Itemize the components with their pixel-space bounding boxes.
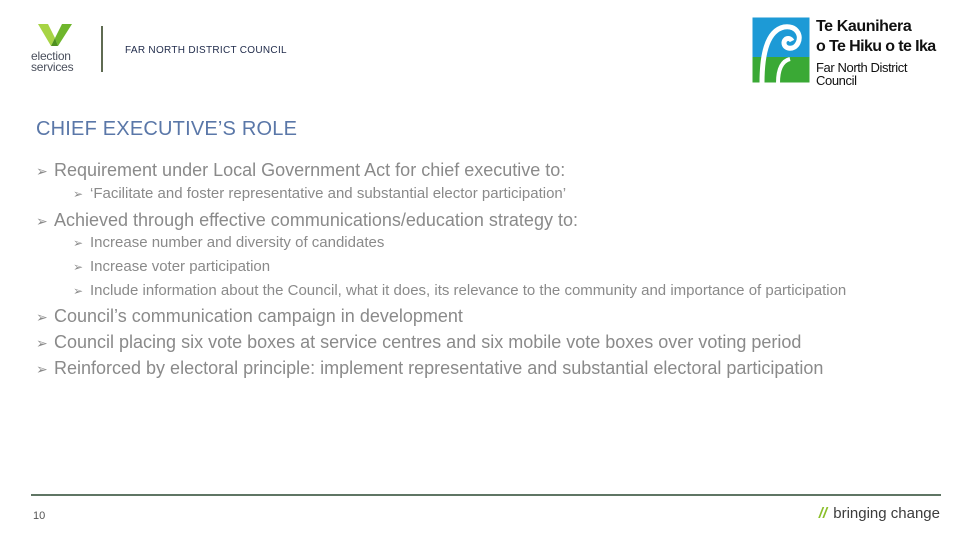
council-logo-line3: Far North District Council [816, 60, 908, 88]
bullet-arrow-icon: ➢ [36, 213, 48, 229]
bullet-text: Requirement under Local Government Act for chief executive to: [54, 160, 566, 180]
bullet-text: Achieved through effective communications/education strategy to: [54, 210, 578, 230]
council-logo-line1: Te Kaunihera [816, 18, 912, 35]
page-number: 10 [33, 510, 46, 522]
bullet-arrow-icon: ➢ [73, 284, 84, 298]
org-name: FAR NORTH DISTRICT COUNCIL [125, 45, 287, 56]
sub-bullet-item [36, 234, 966, 258]
council-logo-line2: o Te Hiku o te Ika [816, 38, 936, 55]
bullet-item [36, 332, 966, 358]
bullet-arrow-icon: ➢ [36, 361, 48, 377]
es-logo-line2: services [31, 60, 74, 74]
bullet-item [36, 358, 966, 384]
bullet-item [36, 306, 966, 332]
bullet-item [36, 160, 966, 185]
bullet-arrow-icon: ➢ [73, 187, 84, 201]
bullet-text: Council placing six vote boxes at service centres and six mobile vote boxes over voting period [54, 332, 802, 352]
es-logo-line1: election [31, 49, 71, 63]
council-wordmark [816, 19, 936, 87]
bullet-text: ‘Facilitate and foster representative and substantial elector participation’ [90, 185, 567, 202]
bullet-text: Increase number and diversity of candidates [90, 234, 385, 251]
election-services-logo [31, 24, 91, 76]
bullet-list [36, 160, 966, 384]
bullet-arrow-icon: ➢ [36, 335, 48, 351]
tagline-text: bringing change [833, 505, 940, 522]
bullet-arrow-icon: ➢ [36, 163, 48, 179]
sub-bullet-item [36, 258, 966, 282]
footer-rule [31, 494, 941, 496]
bullet-arrow-icon: ➢ [36, 309, 48, 325]
council-logo [752, 17, 936, 88]
bullet-arrow-icon: ➢ [73, 260, 84, 274]
election-services-wordmark [31, 51, 73, 73]
election-services-v-icon [38, 24, 72, 48]
sub-bullet-item [36, 185, 966, 210]
tagline-mark: // [818, 505, 828, 522]
header-divider [101, 26, 103, 72]
bullet-text: Council’s communication campaign in development [54, 306, 463, 326]
koru-icon [752, 17, 810, 83]
bullet-item [36, 210, 966, 234]
tagline [819, 505, 940, 522]
slide-title: CHIEF EXECUTIVE’S ROLE [36, 118, 298, 140]
bullet-arrow-icon: ➢ [73, 236, 84, 250]
bullet-text: Reinforced by electoral principle: implement representative and substantial electoral participation [54, 358, 824, 378]
sub-bullet-item [36, 282, 966, 306]
bullet-text: Increase voter participation [90, 258, 271, 275]
bullet-text: Include information about the Council, what it does, its relevance to the community and importance of participation [90, 282, 847, 299]
